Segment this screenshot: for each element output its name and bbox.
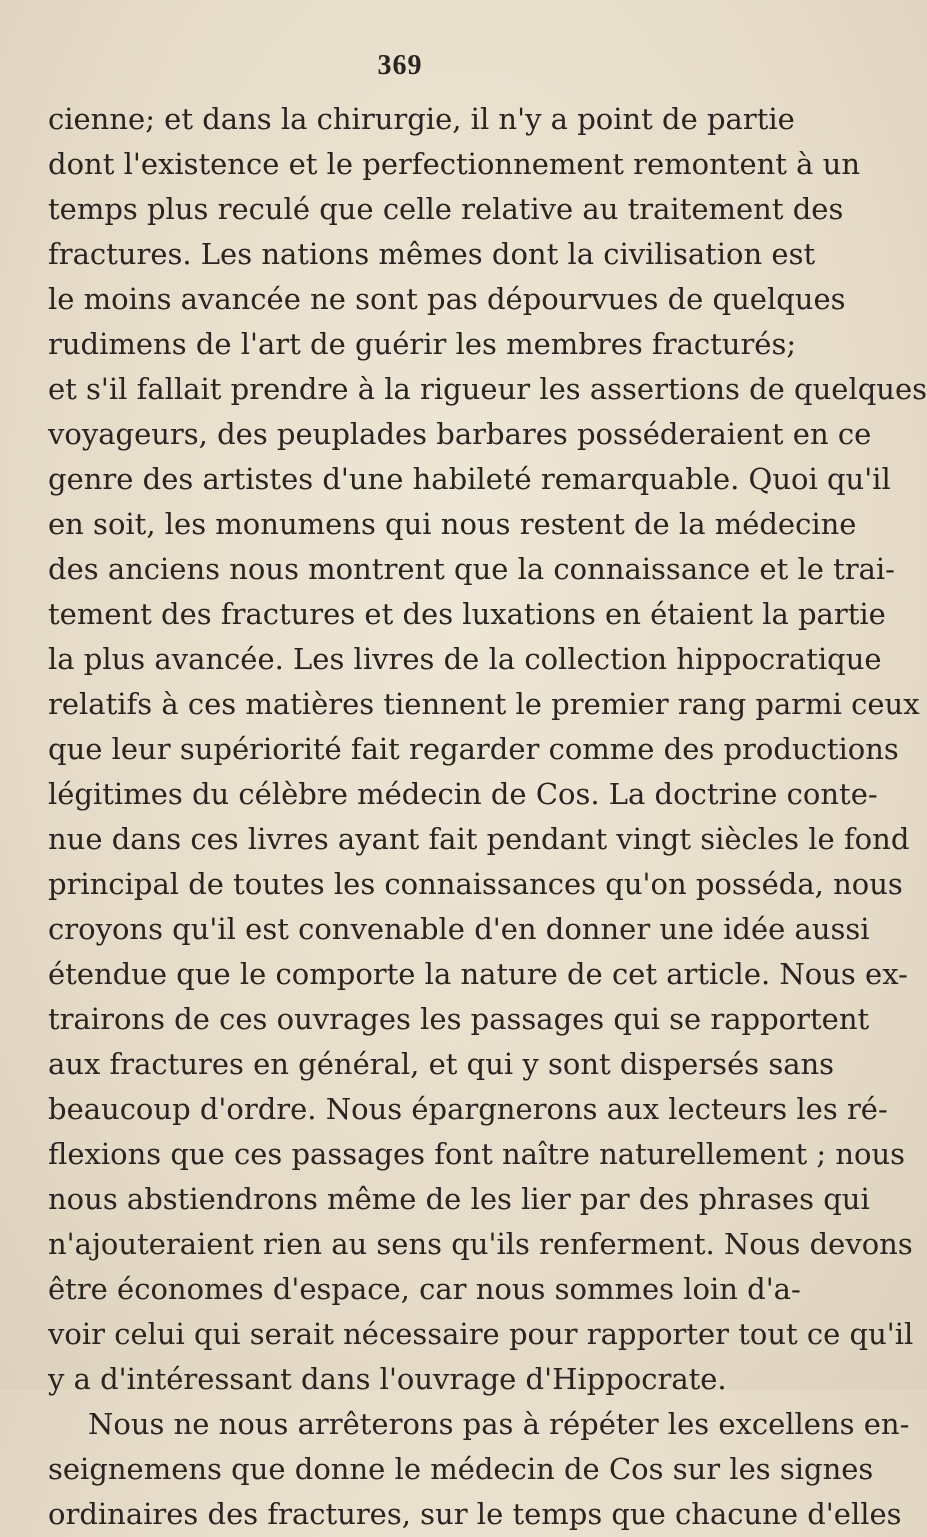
page-number: 369 xyxy=(377,50,423,81)
text-line: Nous ne nous arrêterons pas à répéter les excellens en- xyxy=(88,1407,910,1441)
text-line: temps plus reculé que celle relative au traitement des xyxy=(48,192,844,226)
text-line: tement des fractures et des luxations en étaient la partie xyxy=(48,597,886,631)
text-line: nue dans ces livres ayant fait pendant vingt siècles le fond xyxy=(48,822,910,856)
text-line: dont l'existence et le perfectionnement remontent à un xyxy=(48,147,861,181)
text-line: des anciens nous montrent que la connaissance et le trai- xyxy=(48,552,895,586)
text-line: principal de toutes les connaissances qu'on posséda, nous xyxy=(48,867,903,901)
text-line: n'ajouteraient rien au sens qu'ils renferment. Nous devons xyxy=(48,1227,913,1261)
text-line: croyons qu'il est convenable d'en donner une idée aussi xyxy=(48,912,870,946)
text-line: ordinaires des fractures, sur le temps que chacune d'elles xyxy=(48,1497,902,1531)
text-line: être économes d'espace, car nous sommes loin d'a- xyxy=(48,1272,801,1306)
text-line: que leur supériorité fait regarder comme des productions xyxy=(48,732,899,766)
text-line: cienne; et dans la chirurgie, il n'y a point de partie xyxy=(48,102,795,136)
text-line: nous abstiendrons même de les lier par des phrases qui xyxy=(48,1182,870,1216)
text-line: rudimens de l'art de guérir les membres fracturés; xyxy=(48,327,797,361)
text-line: en soit, les monumens qui nous restent de la médecine xyxy=(48,507,857,541)
text-line: trairons de ces ouvrages les passages qui se rapportent xyxy=(48,1002,870,1036)
text-line: la plus avancée. Les livres de la collection hippocratique xyxy=(48,642,882,676)
body-text xyxy=(48,97,927,1537)
text-line: et s'il fallait prendre à la rigueur les assertions de quelques xyxy=(48,372,927,406)
text-line: étendue que le comporte la nature de cet article. Nous ex- xyxy=(48,957,908,991)
text-line: relatifs à ces matières tiennent le premier rang parmi ceux xyxy=(48,687,920,721)
text-line: le moins avancée ne sont pas dépourvues de quelques xyxy=(48,282,846,316)
text-line: seignemens que donne le médecin de Cos sur les signes xyxy=(48,1452,874,1486)
text-line: y a d'intéressant dans l'ouvrage d'Hippocrate. xyxy=(48,1362,727,1396)
text-line: flexions que ces passages font naître naturellement ; nous xyxy=(48,1137,906,1171)
text-line: fractures. Les nations mêmes dont la civilisation est xyxy=(48,237,816,271)
text-line: voir celui qui serait nécessaire pour rapporter tout ce qu'il xyxy=(48,1317,914,1351)
text-line: beaucoup d'ordre. Nous épargnerons aux lecteurs les ré- xyxy=(48,1092,888,1126)
text-line: voyageurs, des peuplades barbares posséderaient en ce xyxy=(48,417,872,451)
text-line: aux fractures en général, et qui y sont dispersés sans xyxy=(48,1047,835,1081)
text-line: genre des artistes d'une habileté remarquable. Quoi qu'il xyxy=(48,462,891,496)
text-line: légitimes du célèbre médecin de Cos. La doctrine conte- xyxy=(48,777,878,811)
